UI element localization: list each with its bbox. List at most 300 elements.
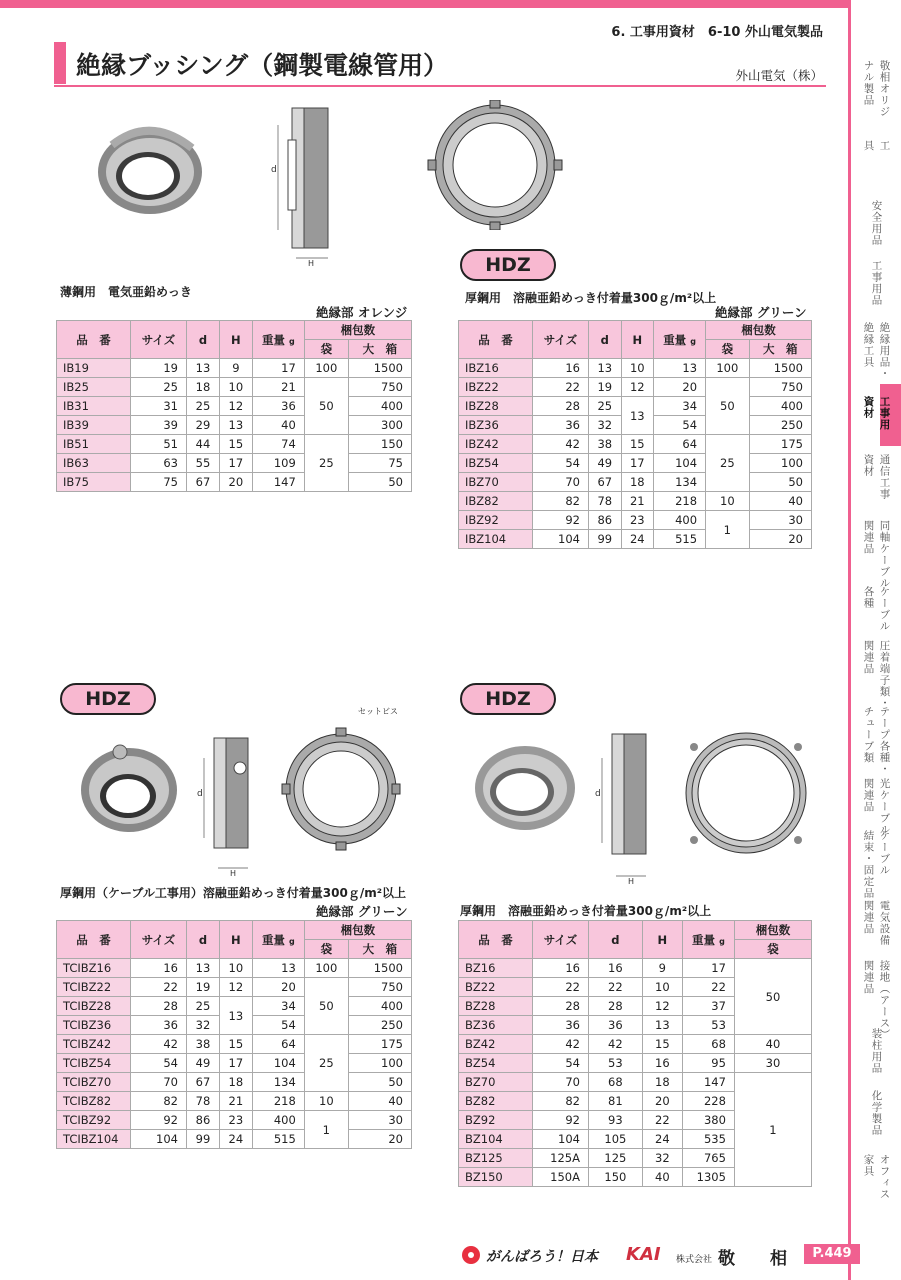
dim-d: d: [271, 165, 277, 175]
table-cell: 105: [589, 1130, 643, 1149]
table-cell: 100: [348, 1054, 411, 1073]
table-cell: 10: [219, 959, 252, 978]
table-cell: 100: [304, 359, 348, 378]
table-cell: 18: [642, 1073, 682, 1092]
table-cell: 1: [304, 1111, 348, 1149]
table-cell: 42: [533, 435, 589, 454]
table-cell: IBZ28: [459, 397, 533, 416]
dim-d-2: d: [197, 789, 203, 799]
table-cell: 400: [348, 397, 411, 416]
side-tab-15[interactable]: [852, 1028, 901, 1074]
table-cell: IB51: [57, 435, 131, 454]
table-cell: 95: [682, 1054, 734, 1073]
col-size: サイズ: [533, 321, 589, 359]
side-tab-7[interactable]: [852, 520, 901, 589]
table-row: [459, 511, 812, 530]
table-cell: 18: [219, 1073, 252, 1092]
table-cell: 50: [734, 959, 811, 1035]
col-size: サイズ: [131, 921, 187, 959]
table-row: [57, 959, 412, 978]
t4-caption: 厚鋼用 溶融亜鉛めっき付着量300ｇ/m²以上: [460, 904, 712, 918]
table-cell: 400: [749, 397, 811, 416]
table-cell: BZ104: [459, 1130, 533, 1149]
table-cell: 400: [252, 1111, 304, 1130]
side-tab-label: 関連品: [862, 640, 875, 675]
table-cell: 22: [131, 978, 187, 997]
table-cell: 228: [682, 1092, 734, 1111]
table-cell: 36: [131, 1016, 187, 1035]
side-tab-label: テープ各種・: [878, 706, 891, 775]
table-cell: 55: [187, 454, 220, 473]
side-tab-label: 資材: [862, 454, 875, 477]
side-tab-5[interactable]: [852, 396, 901, 431]
spec-table-ibz: [458, 320, 812, 549]
table-row: [57, 416, 412, 435]
table-cell: 68: [589, 1073, 643, 1092]
table-cell: 12: [621, 378, 654, 397]
table-cell: 12: [219, 978, 252, 997]
table-cell: 64: [252, 1035, 304, 1054]
side-tab-1[interactable]: [852, 140, 901, 152]
table-cell: 22: [533, 978, 589, 997]
bushing-side-drawing-bz: [594, 728, 664, 888]
title-underline: [54, 85, 826, 87]
table-cell: 109: [252, 454, 304, 473]
table-cell: 30: [348, 1111, 411, 1130]
table-cell: BZ82: [459, 1092, 533, 1111]
table-cell: 10: [621, 359, 654, 378]
table-cell: TCIBZ28: [57, 997, 131, 1016]
t3-caption: 厚鋼用（ケーブル工事用）溶融亜鉛めっき付着量300ｇ/m²以上: [60, 886, 406, 900]
bushing-front-drawing-tcibz: [276, 724, 406, 854]
side-tab-6[interactable]: [852, 454, 901, 500]
col-d: d: [589, 321, 622, 359]
dim-h-2: H: [230, 869, 237, 878]
table-row: [57, 1130, 412, 1149]
col-d: d: [187, 921, 220, 959]
side-tab-label: 各種: [862, 586, 875, 609]
table-cell: 50: [348, 473, 411, 492]
table-cell: 400: [654, 511, 706, 530]
dim-h-3: H: [628, 877, 635, 886]
col-part: 品 番: [459, 321, 533, 359]
side-tab-label: 光ケーブル: [878, 778, 891, 836]
table-cell: 19: [589, 378, 622, 397]
set-screw-label: セットビス: [358, 707, 398, 716]
footer-slogan: がんばろう！日本: [486, 1249, 598, 1265]
table-cell: 40: [734, 1035, 811, 1054]
table-cell: BZ70: [459, 1073, 533, 1092]
top-rule: [0, 0, 850, 8]
col-weight: 重量 g: [252, 321, 304, 359]
table-cell: 12: [642, 997, 682, 1016]
table-cell: 20: [219, 473, 252, 492]
side-tab-label: 敬相オリジ: [878, 60, 891, 118]
col-box: 大 箱: [348, 340, 411, 359]
table-cell: BZ92: [459, 1111, 533, 1130]
col-part: 品 番: [57, 921, 131, 959]
table-cell: 50: [706, 378, 750, 435]
table-cell: 29: [187, 416, 220, 435]
table-row: [57, 1092, 412, 1111]
table-cell: IB63: [57, 454, 131, 473]
table-cell: TCIBZ54: [57, 1054, 131, 1073]
side-tab-16[interactable]: [852, 1090, 901, 1136]
table-cell: 515: [252, 1130, 304, 1149]
bushing-side-drawing-ib: [268, 100, 348, 270]
table-cell: BZ150: [459, 1168, 533, 1187]
table-cell: 104: [533, 1130, 589, 1149]
table-cell: TCIBZ16: [57, 959, 131, 978]
table-row: [459, 530, 812, 549]
table-cell: 40: [348, 1092, 411, 1111]
table-cell: 100: [304, 959, 348, 978]
table-cell: 54: [533, 454, 589, 473]
table-cell: 86: [589, 511, 622, 530]
table-cell: 25: [187, 997, 220, 1016]
table-cell: 13: [654, 359, 706, 378]
table-cell: 44: [187, 435, 220, 454]
table-cell: TCIBZ92: [57, 1111, 131, 1130]
table-cell: 38: [187, 1035, 220, 1054]
side-tab-label: 工事用品: [870, 260, 883, 306]
table-row: [57, 359, 412, 378]
side-tab-0[interactable]: [852, 60, 901, 118]
table-cell: 15: [219, 435, 252, 454]
table-cell: 16: [589, 959, 643, 978]
table-cell: 150: [348, 435, 411, 454]
table-cell: 18: [187, 378, 220, 397]
table-cell: 12: [219, 397, 252, 416]
table-cell: TCIBZ22: [57, 978, 131, 997]
side-tab-label: 関連品: [862, 960, 875, 995]
side-tab-label: 資材: [862, 396, 875, 419]
table-cell: 1500: [348, 359, 411, 378]
table-cell: 50: [749, 473, 811, 492]
side-tab-label: 安全用品: [870, 200, 883, 246]
col-weight: 重量 g: [252, 921, 304, 959]
table-cell: 20: [642, 1092, 682, 1111]
col-size: サイズ: [533, 921, 589, 959]
side-tab-3[interactable]: [852, 260, 901, 306]
table-cell: 74: [252, 435, 304, 454]
table-cell: 36: [533, 416, 589, 435]
table-cell: 82: [131, 1092, 187, 1111]
table-cell: 25: [706, 435, 750, 492]
table-cell: 93: [589, 1111, 643, 1130]
footer-company: 株式会社: [676, 1255, 713, 1265]
side-tab-label: ケーブル: [878, 830, 891, 876]
table-cell: 21: [219, 1092, 252, 1111]
table-row: [57, 435, 412, 454]
bushing-photo-tcibz: [74, 732, 184, 842]
table-cell: 20: [348, 1130, 411, 1149]
table-cell: 20: [654, 378, 706, 397]
table-cell: 17: [621, 454, 654, 473]
table-cell: BZ28: [459, 997, 533, 1016]
table-cell: TCIBZ104: [57, 1130, 131, 1149]
col-h: H: [219, 921, 252, 959]
table-cell: BZ16: [459, 959, 533, 978]
side-tab-13[interactable]: [852, 900, 901, 946]
col-bag: 袋: [304, 340, 348, 359]
table-cell: 18: [621, 473, 654, 492]
table-cell: 49: [187, 1054, 220, 1073]
table-cell: IBZ92: [459, 511, 533, 530]
table-cell: IB19: [57, 359, 131, 378]
table-row: [57, 454, 412, 473]
table-row: [57, 1054, 412, 1073]
side-tab-8[interactable]: [852, 586, 901, 632]
col-bag: 袋: [304, 940, 348, 959]
table-cell: 125A: [533, 1149, 589, 1168]
table-cell: 39: [131, 416, 187, 435]
side-tab-11[interactable]: [852, 778, 901, 836]
table-cell: 1: [734, 1073, 811, 1187]
table-cell: 30: [749, 511, 811, 530]
table-cell: 104: [131, 1130, 187, 1149]
table-cell: 100: [749, 454, 811, 473]
table-row: [57, 1073, 412, 1092]
table-cell: 13: [621, 397, 654, 435]
table-cell: 17: [219, 1054, 252, 1073]
table-cell: IBZ82: [459, 492, 533, 511]
table-cell: 54: [533, 1054, 589, 1073]
side-tab-label: 電気設備: [878, 900, 891, 946]
table-cell: IBZ42: [459, 435, 533, 454]
table-cell: 22: [682, 978, 734, 997]
table-cell: 40: [642, 1168, 682, 1187]
table-cell: 250: [348, 1016, 411, 1035]
footer-name-1: 敬: [718, 1249, 735, 1269]
table-cell: 750: [348, 978, 411, 997]
col-weight: 重量 g: [682, 921, 734, 959]
col-part: 品 番: [459, 921, 533, 959]
table-cell: 92: [131, 1111, 187, 1130]
table-cell: 42: [533, 1035, 589, 1054]
table-cell: IB31: [57, 397, 131, 416]
table-cell: 42: [131, 1035, 187, 1054]
side-tab-4[interactable]: [852, 322, 901, 380]
table-cell: 125: [589, 1149, 643, 1168]
t2-insulation: 絶縁部 グリーン: [715, 305, 807, 320]
dim-h: H: [308, 259, 315, 268]
table-cell: 92: [533, 1111, 589, 1130]
side-tab-label: チューブ類: [862, 706, 875, 764]
table-cell: 36: [252, 397, 304, 416]
side-tab-label: 工: [878, 140, 891, 152]
table-cell: 515: [654, 530, 706, 549]
table-cell: IBZ16: [459, 359, 533, 378]
table-cell: 19: [187, 978, 220, 997]
table-cell: 150: [589, 1168, 643, 1187]
table-cell: 34: [654, 397, 706, 416]
table-cell: 24: [621, 530, 654, 549]
table-cell: 28: [533, 397, 589, 416]
table-row: [57, 1111, 412, 1130]
table-cell: 40: [252, 416, 304, 435]
side-tab-10[interactable]: [852, 706, 901, 775]
table-cell: 78: [589, 492, 622, 511]
table-cell: 82: [533, 492, 589, 511]
table-cell: 15: [621, 435, 654, 454]
table-cell: 23: [621, 511, 654, 530]
side-tab-label: 同軸ケーブル: [878, 520, 891, 589]
side-tab-label: 関連品: [862, 900, 875, 935]
hdz-badge-2: HDZ: [60, 683, 156, 715]
table-cell: 104: [252, 1054, 304, 1073]
table-cell: 70: [131, 1073, 187, 1092]
col-pack: 梱包数: [734, 921, 811, 940]
table-cell: IBZ54: [459, 454, 533, 473]
t3-insulation: 絶縁部 グリーン: [316, 904, 408, 919]
table-cell: 13: [252, 959, 304, 978]
table-row: [459, 473, 812, 492]
col-size: サイズ: [131, 321, 187, 359]
table-cell: 104: [654, 454, 706, 473]
table-cell: 36: [589, 1016, 643, 1035]
table-cell: 16: [533, 959, 589, 978]
table-cell: 175: [348, 1035, 411, 1054]
bushing-front-drawing-ibz: [420, 100, 570, 230]
table-cell: 104: [533, 530, 589, 549]
table-cell: 25: [187, 397, 220, 416]
table-cell: 13: [187, 359, 220, 378]
table-cell: 38: [589, 435, 622, 454]
table-cell: 175: [749, 435, 811, 454]
table-cell: 1500: [749, 359, 811, 378]
table-cell: 67: [187, 1073, 220, 1092]
side-tab-label: ケーブル: [878, 586, 891, 632]
table-cell: 30: [734, 1054, 811, 1073]
col-weight: 重量 g: [654, 321, 706, 359]
table-cell: 765: [682, 1149, 734, 1168]
table-cell: 13: [219, 416, 252, 435]
side-tab-17[interactable]: [852, 1154, 901, 1200]
table-cell: IBZ36: [459, 416, 533, 435]
table-cell: 16: [131, 959, 187, 978]
table-cell: 40: [749, 492, 811, 511]
table-cell: 134: [252, 1073, 304, 1092]
table-row: [459, 359, 812, 378]
table-row: [459, 1035, 812, 1054]
table-cell: 147: [682, 1073, 734, 1092]
table-cell: 10: [642, 978, 682, 997]
table-cell: 250: [749, 416, 811, 435]
table-cell: 147: [252, 473, 304, 492]
table-cell: 22: [642, 1111, 682, 1130]
table-cell: BZ42: [459, 1035, 533, 1054]
table-cell: 31: [131, 397, 187, 416]
table-cell: BZ36: [459, 1016, 533, 1035]
table-cell: 1: [706, 511, 750, 549]
table-cell: 22: [533, 378, 589, 397]
footer-logo: KAI: [626, 1244, 661, 1265]
table-cell: IB75: [57, 473, 131, 492]
col-d: d: [187, 321, 220, 359]
table-cell: 24: [219, 1130, 252, 1149]
footer-name-2: 相: [770, 1249, 787, 1269]
table-cell: 17: [219, 454, 252, 473]
table-row: [57, 378, 412, 397]
table-cell: 53: [589, 1054, 643, 1073]
table-cell: 99: [589, 530, 622, 549]
table-cell: 10: [304, 1092, 348, 1111]
table-cell: 13: [589, 359, 622, 378]
side-tab-2[interactable]: [852, 200, 901, 246]
table-cell: IBZ22: [459, 378, 533, 397]
table-cell: BZ22: [459, 978, 533, 997]
table-row: [459, 454, 812, 473]
table-row: [57, 1035, 412, 1054]
table-cell: 50: [304, 978, 348, 1035]
side-rule: [848, 0, 851, 1280]
col-h: H: [219, 321, 252, 359]
table-cell: 86: [187, 1111, 220, 1130]
table-cell: BZ54: [459, 1054, 533, 1073]
table-cell: 9: [642, 959, 682, 978]
table-cell: 37: [682, 997, 734, 1016]
table-row: [459, 492, 812, 511]
table-cell: 16: [533, 359, 589, 378]
table-cell: 50: [348, 1073, 411, 1092]
sakura-icon: [460, 1244, 482, 1266]
bushing-front-drawing-bz: [676, 730, 816, 860]
table-cell: 218: [654, 492, 706, 511]
table-cell: 750: [348, 378, 411, 397]
side-tab-label: 装柱用品: [870, 1028, 883, 1074]
t1-caption: 薄鋼用 電気亜鉛めっき: [60, 285, 192, 299]
table-cell: 20: [749, 530, 811, 549]
table-cell: 32: [589, 416, 622, 435]
col-bag: 袋: [706, 340, 750, 359]
title-accent: [54, 42, 66, 84]
table-cell: 13: [219, 997, 252, 1035]
table-row: [57, 397, 412, 416]
side-tab-label: 関連品: [862, 778, 875, 813]
table-cell: 134: [654, 473, 706, 492]
side-tab-9[interactable]: [852, 640, 901, 709]
table-cell: 92: [533, 511, 589, 530]
side-tab-label: 絶縁用品・: [878, 322, 891, 380]
side-tab-label: 圧着端子類・: [878, 640, 891, 709]
table-cell: IBZ104: [459, 530, 533, 549]
table-cell: TCIBZ70: [57, 1073, 131, 1092]
table-cell: 42: [589, 1035, 643, 1054]
table-cell: 17: [682, 959, 734, 978]
table-cell: TCIBZ82: [57, 1092, 131, 1111]
table-cell: 68: [682, 1035, 734, 1054]
table-cell: 32: [642, 1149, 682, 1168]
table-cell: 535: [682, 1130, 734, 1149]
table-cell: 32: [187, 1016, 220, 1035]
table-cell: 9: [219, 359, 252, 378]
t1-insulation: 絶縁部 オレンジ: [316, 305, 408, 320]
table-cell: 300: [348, 416, 411, 435]
table-cell: 13: [187, 959, 220, 978]
side-tab-label: 工事用: [878, 396, 891, 431]
table-cell: 63: [131, 454, 187, 473]
table-row: [57, 997, 412, 1016]
table-row: [57, 978, 412, 997]
dim-d-3: d: [595, 789, 601, 799]
table-cell: 1305: [682, 1168, 734, 1187]
side-tab-12[interactable]: [852, 830, 901, 899]
table-cell: 17: [252, 359, 304, 378]
side-tab-label: 家具: [862, 1154, 875, 1177]
table-cell: 19: [131, 359, 187, 378]
table-cell: 21: [252, 378, 304, 397]
